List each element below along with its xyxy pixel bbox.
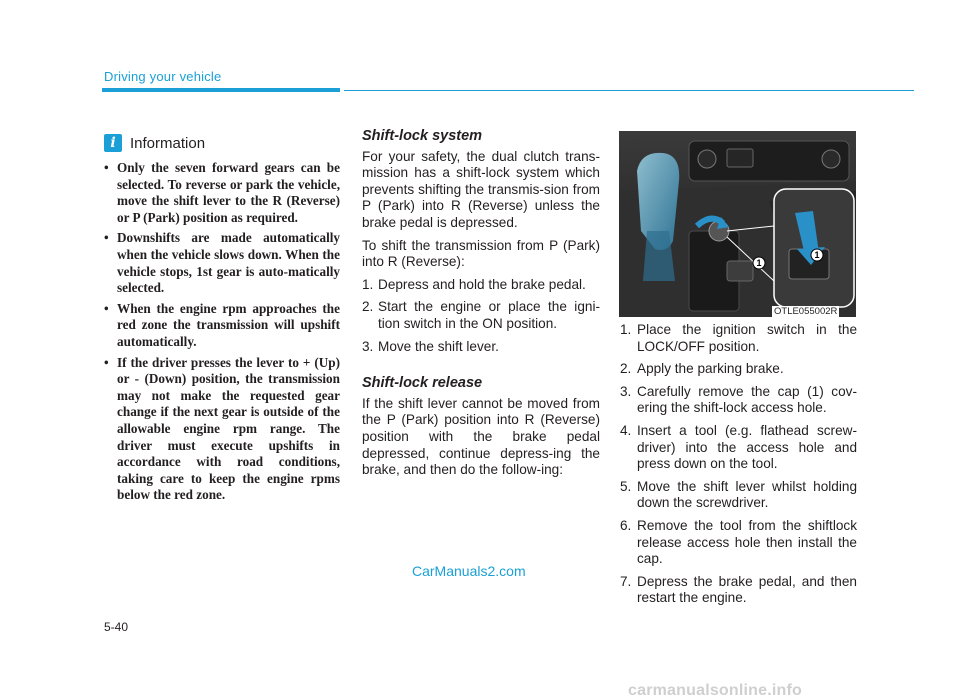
information-list — [104, 160, 340, 504]
shift-lock-column — [362, 128, 600, 485]
step-item: 3. Carefully remove the cap (1) cov-ering the shift-lock access hole. — [620, 383, 857, 416]
information-bullet: • Only the seven forward gears can be selected. To reverse or park the vehicle, move the shift lever to the R (Reverse) or P (Park) position as required. — [104, 160, 340, 225]
step-item: 1. Depress and hold the brake pedal. — [362, 276, 586, 292]
shift-lock-release-steps — [620, 322, 857, 607]
step-item: 2. Apply the parking brake. — [620, 361, 784, 377]
shift-lock-release-heading: Shift-lock release — [362, 375, 483, 392]
bullet-dot-icon: • — [104, 230, 109, 246]
information-bullet: • If the driver presses the lever to + (Up) or - (Down) position, the transmission may not make the requested gear change if the next gear is outside of the allowable engine rpm range. The driver must execute upshifts in accordance with road conditions, taking care to keep the engine rpms below the red zone. — [104, 354, 340, 503]
callout-2: 1 — [814, 250, 820, 260]
header-accent-bar — [102, 88, 340, 92]
shift-lock-release-steps-column — [620, 322, 857, 613]
step-item: 5. Move the shift lever whilst holding down the screwdriver. — [620, 478, 857, 511]
callout-1: 1 — [756, 258, 762, 268]
shift-lever-photo — [619, 131, 856, 317]
footer-site-watermark: carmanualsonline.info — [628, 682, 803, 699]
step-item: 2. Start the engine or place the igni-tion switch in the ON position. — [362, 299, 600, 331]
section-header-title: Driving your vehicle — [104, 69, 222, 84]
information-section — [104, 134, 340, 508]
page-number: 5-40 — [104, 620, 129, 634]
step-item: 3. Move the shift lever. — [362, 338, 499, 354]
information-bullet: • Downshifts are made automatically when the vehicle slows down. When the vehicle stops, 1st gear is auto-matically selected. — [104, 230, 340, 296]
shift-lock-system-steps — [362, 277, 600, 355]
step-item: 6. Remove the tool from the shiftlock release access hole then install the cap. — [620, 517, 857, 567]
shift-lock-system-intro: For your safety, the dual clutch trans-mission has a shift-lock system which prevents shifting the transmis-sion from P (Park) into R (Reverse) unless the brake pedal is depressed. — [362, 148, 600, 230]
shift-lock-release-intro: If the shift lever cannot be moved from the P (Park) position into R (Reverse) position with the brake pedal depressed, continue depress-ing the brake, and then do the follow-ing: — [362, 395, 600, 478]
step-item: 4. Insert a tool (e.g. flathead screw-driver) into the access hole and press down on the tool. — [620, 422, 857, 472]
watermark-link[interactable]: CarManuals2.com — [412, 563, 526, 579]
info-icon: i — [104, 134, 122, 152]
information-bullet: • When the engine rpm approaches the red zone the transmission will upshift automatically. — [104, 300, 340, 349]
figure-code: OTLE055002R — [774, 306, 838, 317]
header-rule — [344, 90, 914, 91]
step-item: 7. Depress the brake pedal, and then restart the engine. — [620, 573, 857, 606]
bullet-dot-icon: • — [104, 300, 109, 316]
shift-lock-system-heading: Shift-lock system — [362, 128, 483, 144]
bullet-dot-icon: • — [104, 160, 109, 175]
information-header — [104, 134, 340, 152]
bullet-dot-icon: • — [104, 354, 109, 370]
information-title: Information — [130, 134, 206, 152]
shift-lock-system-lead: To shift the transmission from P (Park) into R (Reverse): — [362, 237, 600, 270]
step-item: 1. Place the ignition switch in the LOCK/OFF position. — [620, 322, 857, 354]
